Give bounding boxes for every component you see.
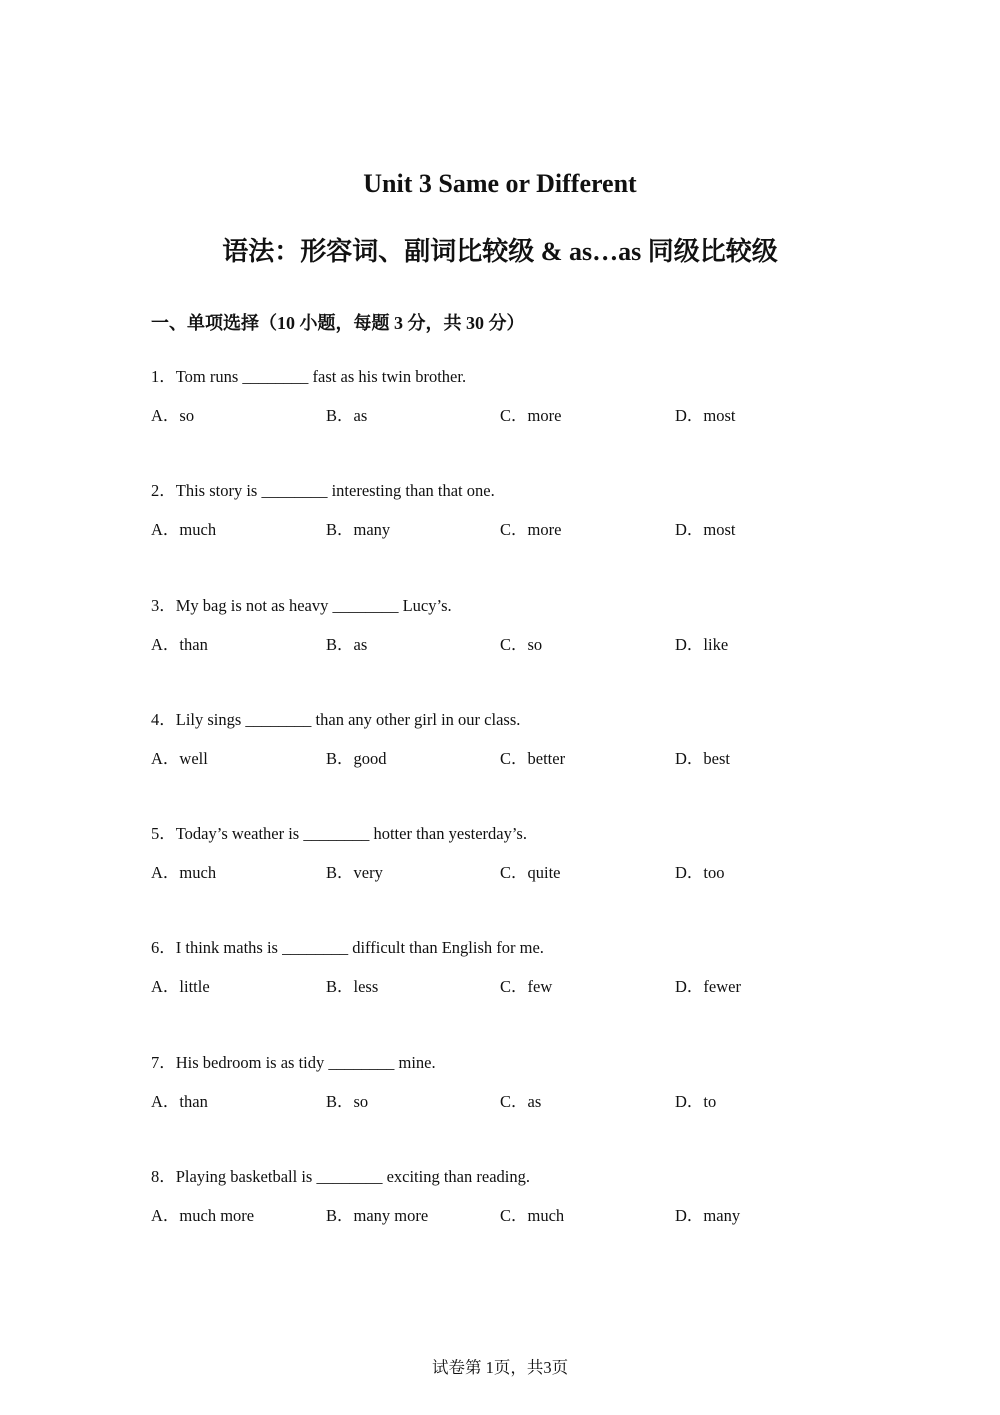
option-c: C．few [500, 977, 553, 997]
question-5 [151, 822, 851, 936]
option-a: A．much [151, 520, 217, 540]
question-1 [151, 365, 851, 479]
option-a: A．little [151, 977, 210, 997]
option-c: C．as [500, 1091, 542, 1111]
option-a: A．so [151, 406, 195, 425]
option-d: D．like [675, 634, 729, 654]
option-d: D．most [675, 406, 736, 425]
answer-options [151, 404, 851, 428]
question-4 [151, 708, 851, 822]
answer-options [151, 1204, 851, 1228]
option-a: A．well [151, 748, 208, 768]
option-b: B．good [326, 748, 387, 768]
option-d: D．to [675, 1091, 717, 1111]
option-b: B．as [326, 634, 368, 654]
answer-options [151, 518, 851, 542]
answer-options [151, 861, 851, 885]
option-c: C．more [500, 520, 562, 540]
question-7 [151, 1051, 851, 1165]
option-b: B．less [326, 977, 379, 997]
document-subtitle: 语法：形容词、副词比较级 & as…as 同级比较级 [222, 237, 778, 266]
document-title: Unit 3 Same or Different [363, 169, 637, 198]
option-a: A．much more [151, 1206, 255, 1226]
question-6 [151, 936, 851, 1050]
option-c: C．quite [500, 863, 561, 883]
question-list [151, 365, 851, 1279]
question-2 [151, 479, 851, 593]
answer-options [151, 747, 851, 771]
option-c: C．much [500, 1206, 565, 1226]
answer-options [151, 633, 851, 657]
question-stem: 7．His bedroom is as tidy ________ mine. [151, 1052, 436, 1072]
option-c: C．better [500, 748, 566, 768]
option-b: B．many [326, 520, 391, 540]
question-stem: 6．I think maths is ________ difficult than English for me. [151, 938, 544, 958]
option-a: A．than [151, 1091, 208, 1111]
option-a: A．than [151, 634, 208, 654]
option-a: A．much [151, 863, 217, 883]
option-d: D．many [675, 1206, 741, 1226]
option-b: B．as [326, 406, 368, 425]
option-c: C．more [500, 406, 562, 425]
option-b: B．very [326, 863, 383, 883]
answer-options [151, 1090, 851, 1114]
option-b: B．many more [326, 1206, 429, 1226]
option-d: D．most [675, 520, 736, 540]
option-b: B．so [326, 1091, 369, 1111]
question-stem: 4．Lily sings ________ than any other girl in our class. [151, 709, 521, 729]
question-8 [151, 1165, 851, 1279]
option-c: C．so [500, 634, 543, 654]
answer-options [151, 975, 851, 999]
question-stem: 8．Playing basketball is ________ exciting than reading. [151, 1167, 530, 1187]
question-3 [151, 594, 851, 708]
section-heading: 一、单项选择（10 小题，每题 3 分，共 30 分） [151, 313, 525, 333]
question-stem: 3．My bag is not as heavy ________ Lucy’s. [151, 595, 452, 615]
option-d: D．best [675, 748, 730, 768]
question-stem: 5．Today’s weather is ________ hotter than yesterday’s. [151, 824, 527, 844]
option-d: D．fewer [675, 977, 741, 997]
question-stem: 2．This story is ________ interesting than that one. [151, 481, 495, 501]
question-stem: 1．Tom runs ________ fast as his twin brother. [151, 367, 467, 386]
option-d: D．too [675, 863, 725, 883]
page-footer: 试卷第 1页，共3页 [431, 1358, 569, 1377]
